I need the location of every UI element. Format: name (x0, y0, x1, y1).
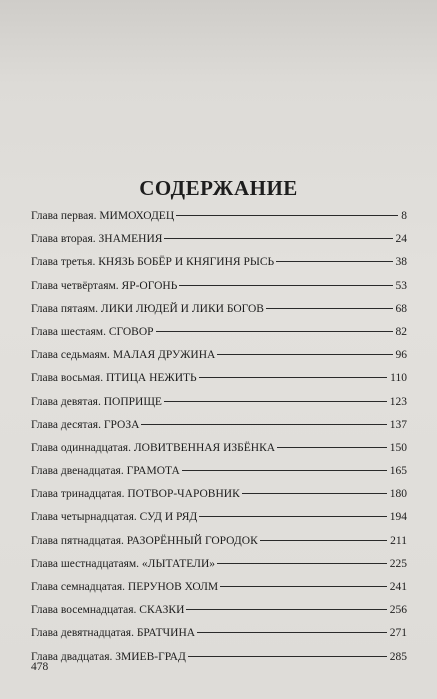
toc-chapter-label: Глава тринадцатая. (31, 488, 125, 501)
toc-chapter-label: Глава десятая. (31, 418, 101, 431)
toc-entry (31, 419, 407, 442)
toc-leader-line (217, 563, 387, 564)
toc-entry (31, 326, 407, 349)
toc-leader-line (179, 285, 392, 286)
toc-entry (31, 581, 407, 604)
toc-leader-line (141, 424, 386, 425)
toc-page-number: 211 (390, 534, 407, 547)
show-through-line (250, 66, 435, 78)
toc-entry (31, 511, 407, 534)
toc-leader-line (164, 401, 387, 402)
toc-chapter-label: Глава пятаям. (31, 302, 99, 315)
toc-page-number: 82 (395, 325, 407, 338)
toc-chapter-label: Глава первая. (31, 210, 97, 222)
toc-chapter-title: ГРАМОТА (126, 465, 180, 478)
toc-page-number: 225 (389, 557, 407, 570)
show-through-line (250, 114, 435, 126)
toc-leader-line (164, 238, 392, 239)
toc-page-number: 137 (389, 418, 407, 431)
toc-entry (31, 349, 407, 372)
toc-entry (31, 303, 407, 326)
toc-chapter-label: Глава девятая. (31, 395, 101, 408)
toc-leader-line (266, 308, 393, 309)
toc-page-number: 150 (389, 441, 407, 454)
toc-page-number: 110 (390, 372, 407, 385)
toc-chapter-label: Глава двадцатая. (31, 650, 113, 663)
toc-entry (31, 627, 407, 650)
toc-chapter-label: Глава шестаям. (31, 325, 106, 338)
toc-page-number: 53 (395, 279, 407, 292)
toc-leader-line (276, 261, 392, 262)
toc-chapter-title: МАЛАЯ ДРУЖИНА (112, 349, 216, 362)
toc-entry (31, 396, 407, 419)
toc-chapter-title: ЗМИЕВ-ГРАД (115, 650, 186, 663)
toc-leader-line (186, 609, 386, 610)
toc-page-number: 68 (395, 302, 407, 315)
toc-entry (31, 465, 407, 488)
toc-leader-line (220, 586, 387, 587)
toc-chapter-label: Глава девятнадцатая. (31, 627, 134, 640)
toc-chapter-label: Глава седьмаям. (31, 349, 110, 362)
table-of-contents (31, 210, 407, 674)
toc-leader-line (260, 540, 387, 541)
toc-entry (31, 280, 407, 303)
toc-chapter-label: Глава вторая. (31, 233, 96, 246)
toc-leader-line (217, 354, 392, 355)
toc-page-number: 8 (401, 210, 407, 222)
toc-entry (31, 372, 407, 395)
toc-page-number: 241 (389, 581, 407, 593)
page-title: СОДЕРЖАНИЕ (139, 176, 298, 200)
toc-chapter-label: Глава одиннадцатая. (31, 441, 131, 454)
toc-chapter-title: БРАТЧИНА (136, 627, 196, 640)
toc-chapter-title: ПЕРУНОВ ХОЛМ (127, 581, 219, 593)
toc-leader-line (197, 632, 387, 633)
toc-chapter-label: Глава семнадцатая. (31, 581, 126, 593)
toc-leader-line (182, 470, 387, 471)
toc-page-number: 194 (389, 511, 407, 524)
toc-page-number: 271 (389, 627, 407, 640)
show-through-line (250, 42, 435, 54)
toc-entry (31, 535, 407, 558)
toc-chapter-title: ЛОВИТВЕННАЯ ИЗБЁНКА (133, 441, 276, 454)
toc-chapter-label: Глава третья. (31, 256, 96, 269)
toc-chapter-label: Глава пятнадцатая. (31, 534, 124, 547)
show-through-line (250, 18, 435, 30)
show-through-line (250, 138, 435, 150)
toc-chapter-label: Глава восьмая. (31, 372, 104, 385)
toc-chapter-title: ПОТВОР-ЧАРОВНИК (127, 488, 240, 501)
toc-leader-line (242, 493, 387, 494)
toc-entry (31, 488, 407, 511)
toc-leader-line (199, 377, 388, 378)
toc-chapter-title: ЛИКИ ЛЮДЕЙ И ЛИКИ БОГОВ (100, 302, 264, 315)
toc-page-number: 24 (395, 233, 407, 246)
show-through-line (250, 90, 435, 102)
toc-leader-line (188, 656, 387, 657)
toc-entry (31, 256, 407, 279)
show-through-line (250, 30, 435, 42)
toc-entry (31, 604, 407, 627)
toc-entry (31, 558, 407, 581)
toc-leader-line (277, 447, 387, 448)
toc-page-number: 285 (389, 650, 407, 663)
show-through-line (250, 54, 435, 66)
toc-leader-line (199, 516, 387, 517)
page-number: 478 (31, 661, 49, 673)
toc-page-number: 165 (389, 465, 407, 478)
toc-page-number: 180 (389, 488, 407, 501)
toc-page-number: 256 (389, 604, 407, 617)
toc-entry (31, 210, 407, 233)
show-through-line (250, 102, 435, 114)
toc-leader-line (156, 331, 393, 332)
toc-chapter-title: «ЛЫТАТЕЛИ» (141, 557, 215, 570)
toc-leader-line (176, 215, 398, 216)
toc-chapter-title: ПТИЦА НЕЖИТЬ (105, 372, 197, 385)
toc-chapter-title: КНЯЗЬ БОБЁР И КНЯГИНЯ РЫСЬ (98, 256, 275, 269)
toc-chapter-title: МИМОХОДЕЦ (99, 210, 175, 222)
toc-chapter-title: ПОПРИЩЕ (103, 395, 162, 408)
toc-chapter-title: СУД И РЯД (139, 511, 198, 524)
show-through-line (250, 78, 435, 90)
toc-chapter-title: РАЗОРЁННЫЙ ГОРОДОК (126, 534, 258, 547)
toc-entry (31, 233, 407, 256)
toc-chapter-label: Глава шестнадцатаям. (31, 557, 140, 570)
toc-chapter-label: Глава восемнадцатая. (31, 604, 137, 617)
toc-entry (31, 442, 407, 465)
toc-chapter-label: Глава четвёртаям. (31, 279, 119, 292)
toc-page-number: 38 (395, 256, 407, 269)
toc-chapter-title: СГОВОР (108, 325, 154, 338)
toc-page-number: 123 (389, 395, 407, 408)
show-through-text (250, 18, 435, 168)
toc-chapter-title: СКАЗКИ (139, 604, 185, 617)
show-through-line (250, 126, 435, 138)
toc-chapter-label: Глава четырнадцатая. (31, 511, 137, 524)
toc-chapter-title: ЗНАМЕНИЯ (98, 233, 163, 246)
show-through-line (250, 150, 435, 162)
toc-chapter-label: Глава двенадцатая. (31, 465, 124, 478)
toc-chapter-title: ЯР-ОГОНЬ (121, 279, 178, 292)
toc-page-number: 96 (395, 349, 407, 362)
toc-entry (31, 651, 407, 674)
toc-chapter-title: ГРОЗА (103, 418, 140, 431)
